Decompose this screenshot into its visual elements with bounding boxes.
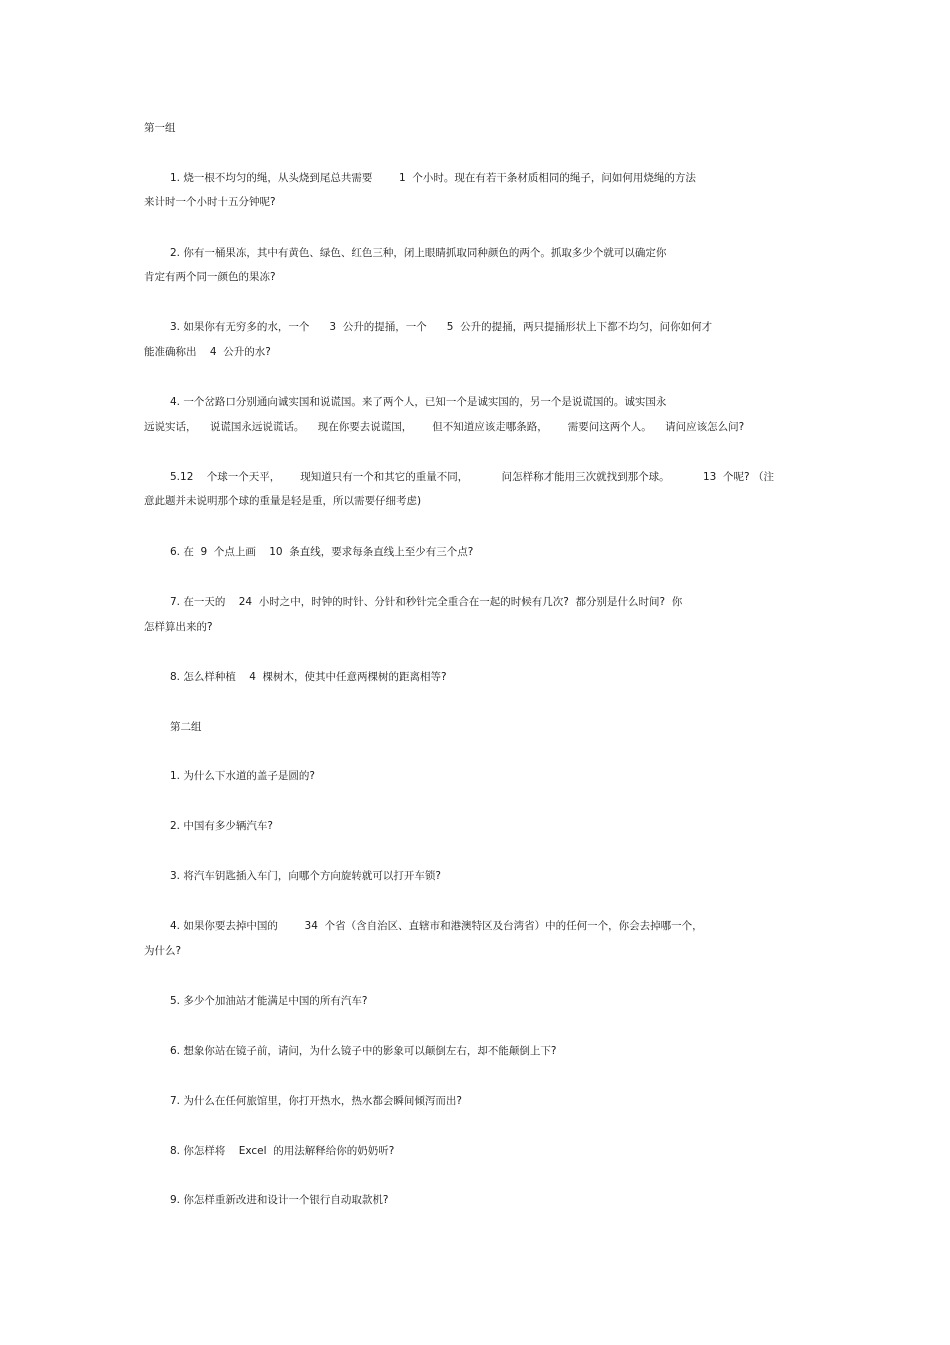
question-line: 5.12 个球一个天平， 现知道只有一个和其它的重量不同， 问怎样称才能用三次就找到那个球。 13 个呢? （注 [170, 471, 774, 483]
question-line: 1. 烧一根不均匀的绳，从头烧到尾总共需要 1 个小时。现在有若干条材质相同的绳子，问如何用烧绳的方法 [170, 172, 696, 184]
question-line: 来计时一个小时十五分钟呢? [144, 196, 276, 208]
group2-question-9: 9. 你怎样重新改进和设计一个银行自动取款机? [170, 1194, 389, 1206]
question-line: 为什么? [144, 945, 182, 957]
question-line: 4. 如果你要去掉中国的 34 个省（含自治区、直辖市和港澳特区及台湾省）中的任何一个，你会去掉哪一个， [170, 920, 703, 932]
group2-question-2: 2. 中国有多少辆汽车? [170, 820, 273, 832]
question-line: 怎样算出来的? [144, 621, 213, 633]
group2-question-8: 8. 你怎样将 Excel 的用法解释给你的奶奶听? [170, 1145, 395, 1157]
question-line: 4. 一个岔路口分别通向诚实国和说谎国。来了两个人，已知一个是诚实国的，另一个是说谎国的。诚实国永 [170, 396, 667, 408]
question-line: 2. 你有一桶果冻，其中有黄色、绿色、红色三种，闭上眼睛抓取同种颜色的两个。抓取多少个就可以确定你 [170, 247, 667, 259]
question-line: 能准确称出 4 公升的水? [144, 346, 271, 358]
group2-title: 第二组 [170, 721, 202, 733]
group2-question-6: 6. 想象你站在镜子前，请问，为什么镜子中的影象可以颠倒左右，却不能颠倒上下? [170, 1045, 557, 1057]
group2-question-7: 7. 为什么在任何旅馆里，你打开热水，热水都会瞬间倾泻而出? [170, 1095, 462, 1107]
group2-question-5: 5. 多少个加油站才能满足中国的所有汽车? [170, 995, 368, 1007]
question-line: 肯定有两个同一颜色的果冻? [144, 271, 276, 283]
group2-question-3: 3. 将汽车钥匙插入车门，向哪个方向旋转就可以打开车锁? [170, 870, 441, 882]
group1-title: 第一组 [144, 122, 176, 134]
question-line: 6. 在 9 个点上画 10 条直线，要求每条直线上至少有三个点? [170, 546, 474, 558]
group2-question-1: 1. 为什么下水道的盖子是圆的? [170, 770, 315, 782]
question-line: 3. 如果你有无穷多的水，一个 3 公升的提捅，一个 5 公升的提捅，两只提捅形状上下都不均匀，问你如何才 [170, 321, 713, 333]
question-line: 8. 怎么样种植 4 棵树木，使其中任意两棵树的距离相等? [170, 671, 447, 683]
question-line: 远说实话， 说谎国永远说谎话。 现在你要去说谎国， 但不知道应该走哪条路， 需要问这两个人。 请问应该怎么问? [144, 421, 745, 433]
question-line: 7. 在一天的 24 小时之中，时钟的时针、分针和秒针完全重合在一起的时候有几次? 都分别是什么时间? 你 [170, 596, 683, 608]
question-line: 意此题并未说明那个球的重量是轻是重，所以需要仔细考虑) [144, 495, 422, 507]
